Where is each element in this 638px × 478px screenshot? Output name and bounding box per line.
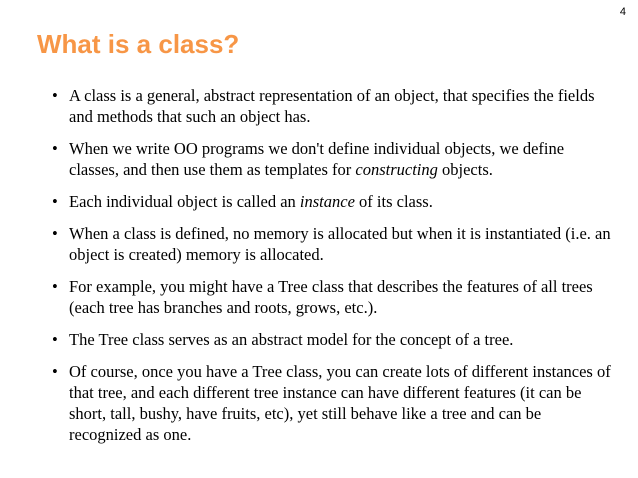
bullet-text: The Tree class serves as an abstract model for the concept of a tree.: [69, 330, 514, 349]
bullet-item: [52, 191, 612, 212]
bullet-text: Each individual object is called an: [69, 192, 300, 211]
bullet-list: [52, 85, 612, 456]
bullet-text: When a class is defined, no memory is allocated but when it is instantiated (i.e. an object is created) memory is allocated.: [69, 224, 611, 264]
bullet-text: Of course, once you have a Tree class, you can create lots of different instances of that tree, and each different tree instance can have different features (it can be short, tall, bushy, have fruits, etc), yet still behave like a tree and can be recognized as one.: [69, 362, 611, 444]
bullet-text: A class is a general, abstract representation of an object, that specifies the fields and methods that such an object has.: [69, 86, 595, 126]
bullet-item: [52, 329, 612, 350]
emphasis-text: instance: [299, 192, 355, 211]
bullet-marker: •: [52, 277, 58, 296]
bullet-marker: •: [52, 224, 58, 243]
bullet-item: [52, 361, 612, 445]
bullet-text: When we write OO programs we don't define individual objects, we define classes, and then use them as templates for: [69, 139, 565, 179]
bullet-marker: •: [52, 192, 58, 211]
slide-title: What is a class?: [37, 29, 240, 59]
bullet-item: [52, 138, 612, 180]
bullet-marker: •: [52, 362, 58, 381]
bullet-text: For example, you might have a Tree class that describes the features of all trees (each tree has branches and roots, grows, etc.).: [69, 277, 593, 317]
bullet-item: [52, 223, 612, 265]
bullet-text: objects.: [437, 160, 493, 179]
bullet-marker: •: [52, 86, 58, 105]
bullet-text: of its class.: [354, 192, 433, 211]
bullet-marker: •: [52, 330, 58, 349]
bullet-item: [52, 276, 612, 318]
bullet-marker: •: [52, 139, 58, 158]
page-number: 4: [619, 6, 626, 18]
emphasis-text: constructing: [355, 160, 438, 179]
bullet-item: [52, 85, 612, 127]
